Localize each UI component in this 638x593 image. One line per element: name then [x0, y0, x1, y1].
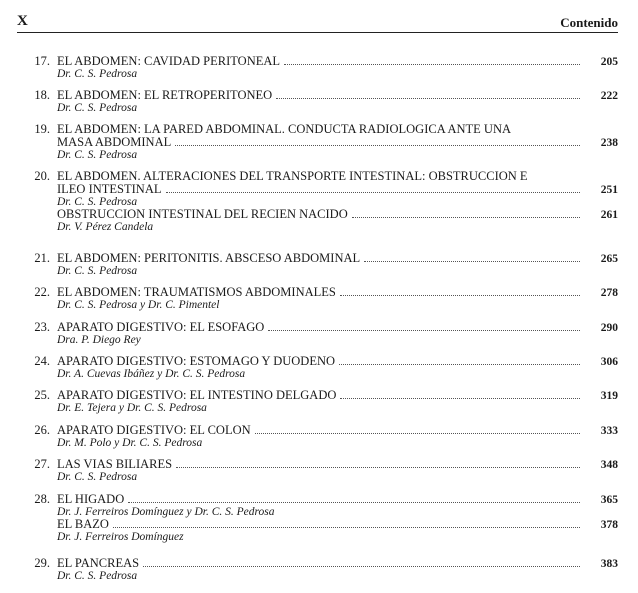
running-title: Contenido [560, 15, 618, 30]
chapter-title: LAS VIAS BILIARES [57, 457, 173, 471]
toc-entry-body [57, 170, 618, 233]
chapter-number: 19. [34, 122, 50, 136]
dot-leader [176, 458, 580, 468]
toc-entry-body [57, 355, 618, 380]
toc-entry-body [57, 321, 618, 346]
chapter-title: ILEO INTESTINAL [57, 182, 162, 196]
chapter-author: Dr. C. S. Pedrosa [57, 265, 138, 277]
chapter-author: Dr. M. Polo y Dr. C. S. Pedrosa [57, 437, 203, 449]
chapter-page-number: 319 [600, 390, 618, 402]
chapter-author: Dr. C. S. Pedrosa [57, 149, 138, 161]
chapter-number: 18. [34, 88, 50, 102]
dot-leader [276, 89, 580, 99]
chapter-line [57, 424, 618, 437]
dot-leader [268, 321, 580, 331]
chapter-page-number: 265 [600, 253, 618, 265]
chapter-line [57, 89, 618, 102]
chapter-author: Dr. C. S. Pedrosa [57, 570, 138, 582]
chapter-line [57, 355, 618, 368]
chapter-line [57, 286, 618, 299]
chapter-title: EL HIGADO [57, 492, 125, 506]
chapter-number: 27. [34, 457, 50, 471]
subchapter-author: Dr. V. Pérez Candela [57, 221, 154, 233]
chapter-line [57, 321, 618, 334]
chapter-title: EL PANCREAS [57, 556, 140, 570]
chapter-line [57, 493, 618, 506]
subchapter-title: EL BAZO [57, 517, 109, 531]
dot-leader [128, 493, 580, 503]
toc-entry-body [57, 493, 618, 543]
chapter-author: Dr. C. S. Pedrosa [57, 471, 138, 483]
subchapter-line [57, 208, 618, 221]
toc-entry-body [57, 55, 618, 80]
chapter-title: EL ABDOMEN: EL RETROPERITONEO [57, 88, 273, 102]
dot-leader [340, 286, 580, 296]
chapter-page-number: 306 [600, 356, 618, 368]
chapter-page-number: 365 [600, 494, 618, 506]
dot-leader [143, 557, 580, 567]
chapter-page-number: 290 [600, 322, 618, 334]
chapter-number: 25. [34, 388, 50, 402]
subchapter-page-number: 261 [600, 209, 618, 221]
dot-leader [352, 208, 580, 218]
chapter-page-number: 251 [600, 184, 618, 196]
chapter-number: 21. [34, 251, 50, 265]
chapter-number: 28. [34, 492, 50, 506]
toc-entry-body [57, 458, 618, 483]
chapter-title: APARATO DIGESTIVO: EL INTESTINO DELGADO [57, 388, 337, 402]
dot-leader [166, 183, 581, 193]
chapter-author: Dr. J. Ferreiros Domínguez y Dr. C. S. Pedrosa [57, 506, 275, 518]
chapter-page-number: 222 [600, 90, 618, 102]
chapter-line [57, 389, 618, 402]
chapter-title: APARATO DIGESTIVO: EL ESOFAGO [57, 320, 265, 334]
chapter-title-line: EL ABDOMEN: LA PARED ABDOMINAL. CONDUCTA RADIOLOGICA ANTE UNA [57, 122, 511, 136]
chapter-title-line: EL ABDOMEN. ALTERACIONES DEL TRANSPORTE INTESTINAL: OBSTRUCCION E [57, 169, 528, 183]
chapter-line [57, 55, 618, 68]
chapter-line [57, 136, 618, 149]
chapter-number: 23. [34, 320, 50, 334]
chapter-title: EL ABDOMEN: PERITONITIS. ABSCESO ABDOMINAL [57, 251, 361, 265]
chapter-number: 24. [34, 354, 50, 368]
dot-leader [339, 355, 580, 365]
toc-entry-body [57, 424, 618, 449]
chapter-number: 29. [34, 556, 50, 570]
dot-leader [340, 389, 580, 399]
chapter-page-number: 333 [600, 425, 618, 437]
chapter-line [57, 458, 618, 471]
subchapter-page-number: 378 [600, 519, 618, 531]
subchapter-line [57, 518, 618, 531]
chapter-author: Dr. C. S. Pedrosa [57, 196, 138, 208]
chapter-number: 20. [34, 169, 50, 183]
subchapter-author: Dr. J. Ferreiros Domínguez [57, 531, 184, 543]
chapter-line [57, 252, 618, 265]
toc-entry-body [57, 557, 618, 582]
chapter-title: EL ABDOMEN: CAVIDAD PERITONEAL [57, 54, 281, 68]
dot-leader [284, 55, 580, 65]
dot-leader [364, 252, 580, 262]
chapter-number: 26. [34, 423, 50, 437]
chapter-author: Dr. E. Tejera y Dr. C. S. Pedrosa [57, 402, 207, 414]
toc-entry-body [57, 389, 618, 414]
toc-entry-body [57, 89, 618, 114]
dot-leader [255, 424, 580, 434]
subchapter-title: OBSTRUCCION INTESTINAL DEL RECIEN NACIDO [57, 207, 348, 221]
chapter-author: Dr. C. S. Pedrosa [57, 102, 138, 114]
chapter-page-number: 348 [600, 459, 618, 471]
chapter-number: 17. [34, 54, 50, 68]
chapter-author: Dr. C. S. Pedrosa y Dr. C. Pimentel [57, 299, 220, 311]
chapter-page-number: 278 [600, 287, 618, 299]
chapter-line [57, 557, 618, 570]
chapter-title: MASA ABDOMINAL [57, 135, 172, 149]
dot-leader [113, 518, 580, 528]
dot-leader [175, 136, 580, 146]
chapter-author: Dr. C. S. Pedrosa [57, 68, 138, 80]
chapter-number: 22. [34, 285, 50, 299]
page-number-roman: X [17, 13, 28, 29]
chapter-line [57, 183, 618, 196]
chapter-page-number: 238 [600, 137, 618, 149]
chapter-page-number: 383 [600, 558, 618, 570]
toc-entry-body [57, 286, 618, 311]
chapter-author: Dr. A. Cuevas Ibáñez y Dr. C. S. Pedrosa [57, 368, 246, 380]
chapter-title: EL ABDOMEN: TRAUMATISMOS ABDOMINALES [57, 285, 336, 299]
chapter-author: Dra. P. Diego Rey [57, 334, 141, 346]
toc-entry-body [57, 123, 618, 161]
toc-entry-body [57, 252, 618, 277]
chapter-page-number: 205 [600, 56, 618, 68]
chapter-title: APARATO DIGESTIVO: EL COLON [57, 423, 251, 437]
chapter-title: APARATO DIGESTIVO: ESTOMAGO Y DUODENO [57, 354, 336, 368]
